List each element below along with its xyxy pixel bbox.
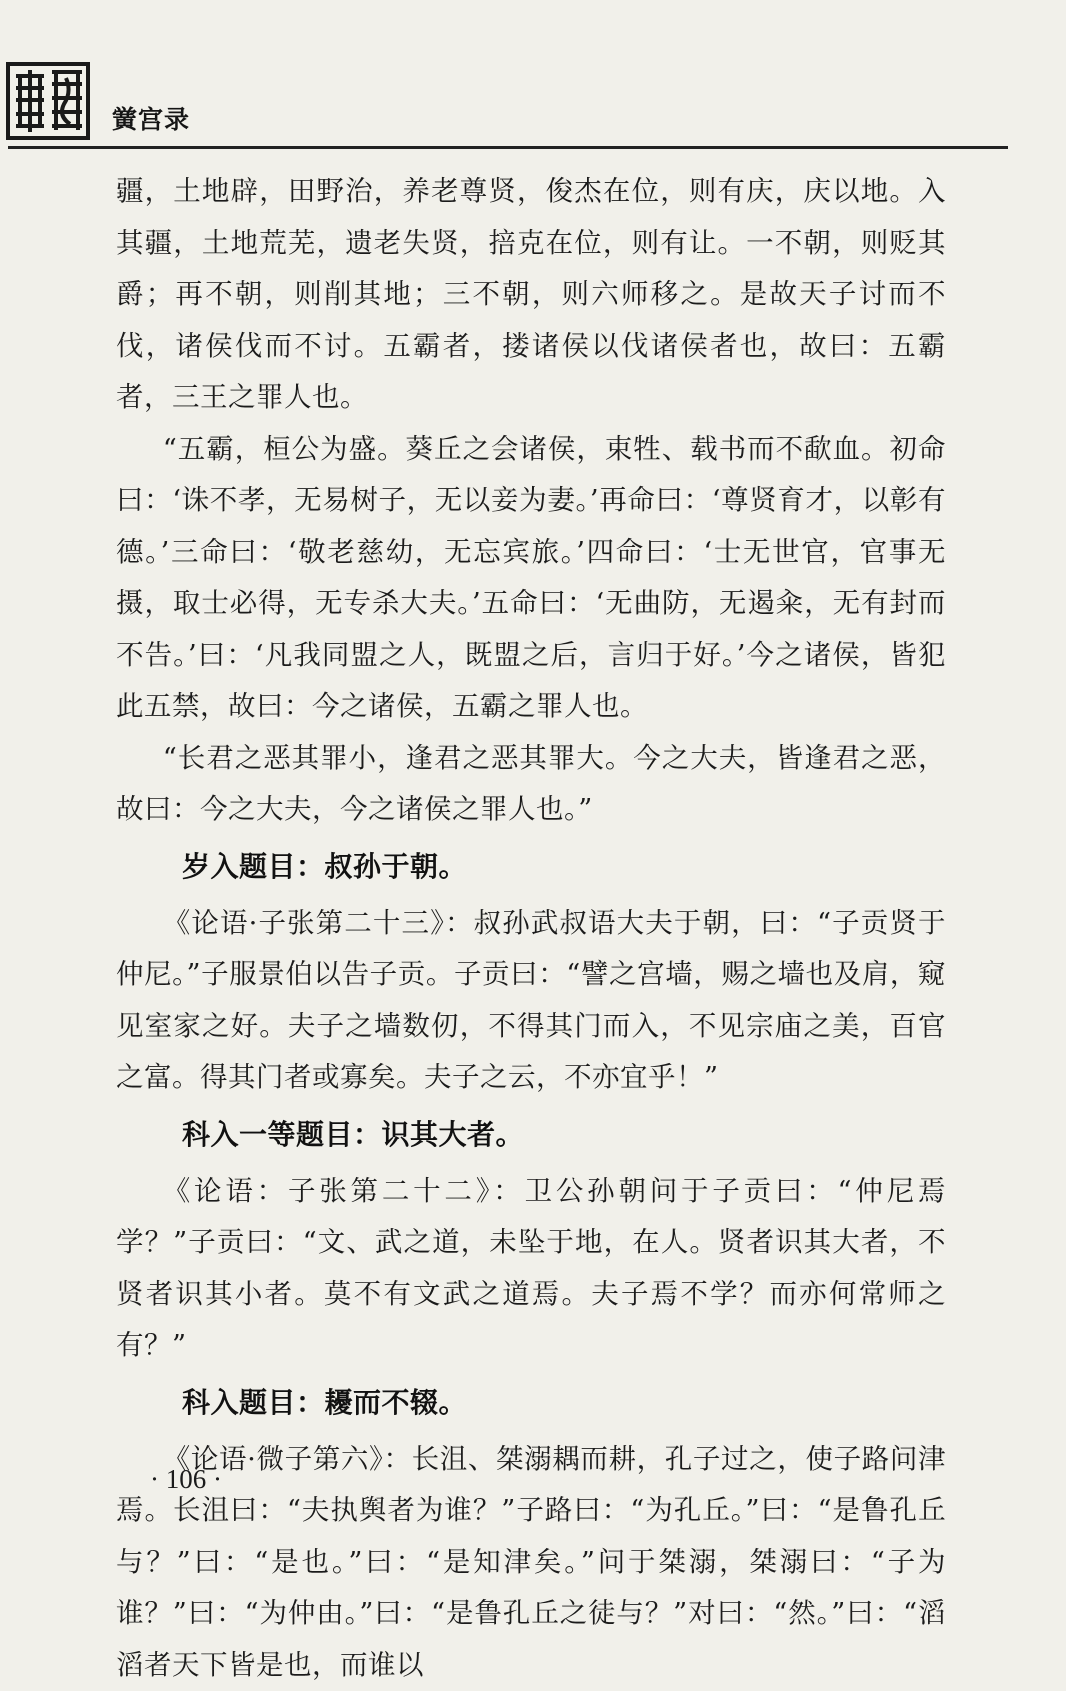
paragraph: “长君之恶其罪小，逢君之恶其罪大。今之大夫，皆逢君之恶，故曰：今之大夫，今之诸侯之罪人也。” bbox=[116, 733, 946, 836]
main-text bbox=[116, 166, 946, 1691]
seal-logo bbox=[6, 58, 92, 142]
header-rule bbox=[8, 146, 1008, 149]
section-heading: 科入题目：耰而不辍。 bbox=[116, 1372, 946, 1434]
section-heading: 岁入题目：叔孙于朝。 bbox=[116, 836, 946, 898]
page-header bbox=[0, 52, 1066, 152]
running-title: 黉宫录 bbox=[112, 100, 190, 136]
paragraph: “五霸，桓公为盛。葵丘之会诸侯，束牲、载书而不歃血。初命曰：‘诛不孝，无易树子，无以妾为妻。’再命曰：‘尊贤育才，以彰有德。’三命曰：‘敬老慈幼，无忘宾旅。’四命曰：‘士无世官，官事无摄，取士必得，无专杀大夫。’五命曰：‘无曲防，无遏籴，无有封而不告。’曰：‘凡我同盟之人，既盟之后，言归于好。’今之诸侯，皆犯此五禁，故曰：今之诸侯，五霸之罪人也。 bbox=[116, 424, 946, 733]
paragraph: 疆，土地辟，田野治，养老尊贤，俊杰在位，则有庆，庆以地。入其疆，土地荒芜，遗老失贤，掊克在位，则有让。一不朝，则贬其爵；再不朝，则削其地；三不朝，则六师移之。是故天子讨而不伐，诸侯伐而不讨。五霸者，搂诸侯以伐诸侯者也，故曰：五霸者，三王之罪人也。 bbox=[116, 166, 946, 424]
paragraph: 《论语·微子第六》：长沮、桀溺耦而耕，孔子过之，使子路问津焉。长沮曰：“夫执舆者为谁？”子路曰：“为孔丘。”曰：“是鲁孔丘与？”曰：“是也。”曰：“是知津矣。”问于桀溺，桀溺曰：“子为谁？”曰：“为仲由。”曰：“是鲁孔丘之徒与？”对曰：“然。”曰：“滔滔者天下皆是也，而谁以 bbox=[116, 1434, 946, 1691]
paragraph: 《论语：子张第二十二》：卫公孙朝问于子贡曰：“仲尼焉学？”子贡曰：“文、武之道，未坠于地，在人。贤者识其大者，不贤者识其小者。莫不有文武之道焉。夫子焉不学？而亦何常师之有？” bbox=[116, 1166, 946, 1372]
page-number: · 106 · bbox=[150, 1464, 222, 1495]
section-heading: 科入一等题目：识其大者。 bbox=[116, 1104, 946, 1166]
paragraph: 《论语·子张第二十三》：叔孙武叔语大夫于朝，曰：“子贡贤于仲尼。”子服景伯以告子贡。子贡曰：“譬之宫墙，赐之墙也及肩，窥见室家之好。夫子之墙数仞，不得其门而入，不见宗庙之美，百官之富。得其门者或寡矣。夫子之云，不亦宜乎！” bbox=[116, 898, 946, 1104]
